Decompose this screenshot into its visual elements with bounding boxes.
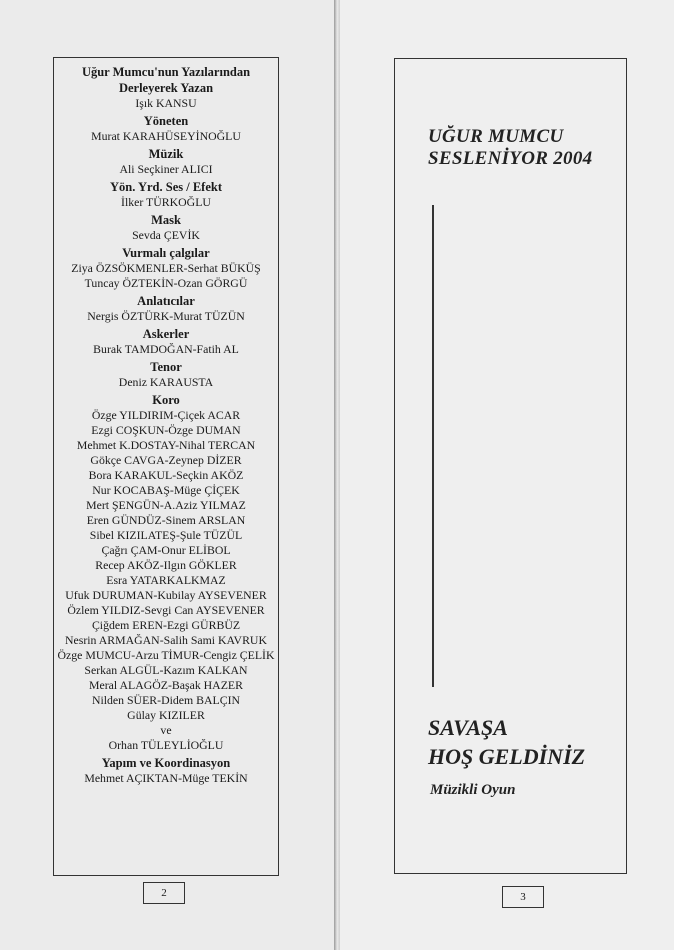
play-title-line2: HOŞ GELDİNİZ: [428, 744, 586, 769]
credit-name: Gülay KIZILER: [127, 708, 205, 722]
credit-role: Askerler: [142, 327, 190, 341]
credit-role: Tenor: [150, 360, 182, 374]
play-title-line1: SAVAŞA: [428, 715, 508, 740]
credit-name: Nilden SÜER-Didem BALÇIN: [91, 693, 241, 707]
credit-name: Meral ALAGÖZ-Başak HAZER: [89, 678, 243, 692]
credit-name: Nesrin ARMAĞAN-Salih Sami KAVRUK: [65, 633, 267, 647]
credit-role: Uğur Mumcu'nun Yazılarından Derleyerek Yazan: [81, 65, 251, 95]
credit-name: Deniz KARAUSTA: [118, 375, 214, 389]
credit-name: İlker TÜRKOĞLU: [121, 195, 211, 209]
credit-role: Vurmalı çalgılar: [122, 246, 210, 260]
play-subtitle: Müzikli Oyun: [430, 782, 516, 798]
credit-name: Mert ŞENGÜN-A.Aziz YILMAZ: [86, 498, 246, 512]
credit-name: Ziya ÖZSÖKMENLER-Serhat BÜKÜŞ: [71, 261, 261, 275]
credit-name: Murat KARAHÜSEYİNOĞLU: [91, 129, 241, 143]
credit-name: Serkan ALGÜL-Kazım KALKAN: [84, 663, 248, 677]
credits-list: [53, 64, 279, 786]
credit-name: Çiğdem EREN-Ezgi GÜRBÜZ: [91, 618, 241, 632]
credit-name: Nergis ÖZTÜRK-Murat TÜZÜN: [87, 309, 245, 323]
credit-name: Esra YATARKALKMAZ: [106, 573, 226, 587]
credit-name: Orhan TÜLEYLİOĞLU: [108, 738, 224, 752]
credit-name: Özge MUMCU-Arzu TİMUR-Cengiz ÇELİK: [57, 648, 275, 662]
credit-role: Yön. Yrd. Ses / Efekt: [109, 180, 223, 194]
credit-name: Sibel KIZILATEŞ-Şule TÜZÜL: [89, 528, 243, 542]
credit-name: Nur KOCABAŞ-Müge ÇİÇEK: [92, 483, 240, 497]
credit-name: Özlem YILDIZ-Sevgi Can AYSEVENER: [67, 603, 265, 617]
credit-name: Tuncay ÖZTEKİN-Ozan GÖRGÜ: [84, 276, 248, 290]
program-title-line1: UĞUR MUMCU: [428, 126, 564, 147]
credit-role: Yöneten: [143, 114, 189, 128]
credit-name: Ali Seçkiner ALICI: [119, 162, 213, 176]
credit-name: Mehmet K.DOSTAY-Nihal TERCAN: [76, 438, 256, 452]
credit-name: ve: [160, 723, 172, 737]
credit-name: Özge YILDIRIM-Çiçek ACAR: [91, 408, 241, 422]
credit-name: Çağrı ÇAM-Onur ELİBOL: [101, 543, 231, 557]
program-title: [428, 126, 592, 170]
credit-role: Anlatıcılar: [137, 294, 195, 308]
play-title: [428, 713, 585, 771]
credit-name: Eren GÜNDÜZ-Sinem ARSLAN: [86, 513, 246, 527]
left-page: [0, 0, 336, 950]
credit-name: Burak TAMDOĞAN-Fatih AL: [93, 342, 239, 356]
credit-role: Koro: [152, 393, 180, 407]
credit-name: Bora KARAKUL-Seçkin AKÖZ: [88, 468, 244, 482]
credit-name: Gökçe CAVGA-Zeynep DİZER: [90, 453, 242, 467]
credit-name: Mehmet AÇIKTAN-Müge TEKİN: [84, 771, 248, 785]
page-number-left: 2: [143, 882, 185, 904]
credit-name: Ufuk DURUMAN-Kubilay AYSEVENER: [65, 588, 267, 602]
credit-name: Sevda ÇEVİK: [132, 228, 200, 242]
credit-name: Işık KANSU: [135, 96, 197, 110]
vertical-rule: [432, 205, 434, 687]
credit-role: Mask: [151, 213, 181, 227]
credit-name: Ezgi COŞKUN-Özge DUMAN: [91, 423, 241, 437]
program-title-line2: SESLENİYOR 2004: [428, 148, 593, 169]
page-number-right: 3: [502, 886, 544, 908]
credit-name: Recep AKÖZ-Ilgın GÖKLER: [95, 558, 237, 572]
credit-role: Müzik: [148, 147, 184, 161]
credit-role: Yapım ve Koordinasyon: [101, 756, 231, 770]
